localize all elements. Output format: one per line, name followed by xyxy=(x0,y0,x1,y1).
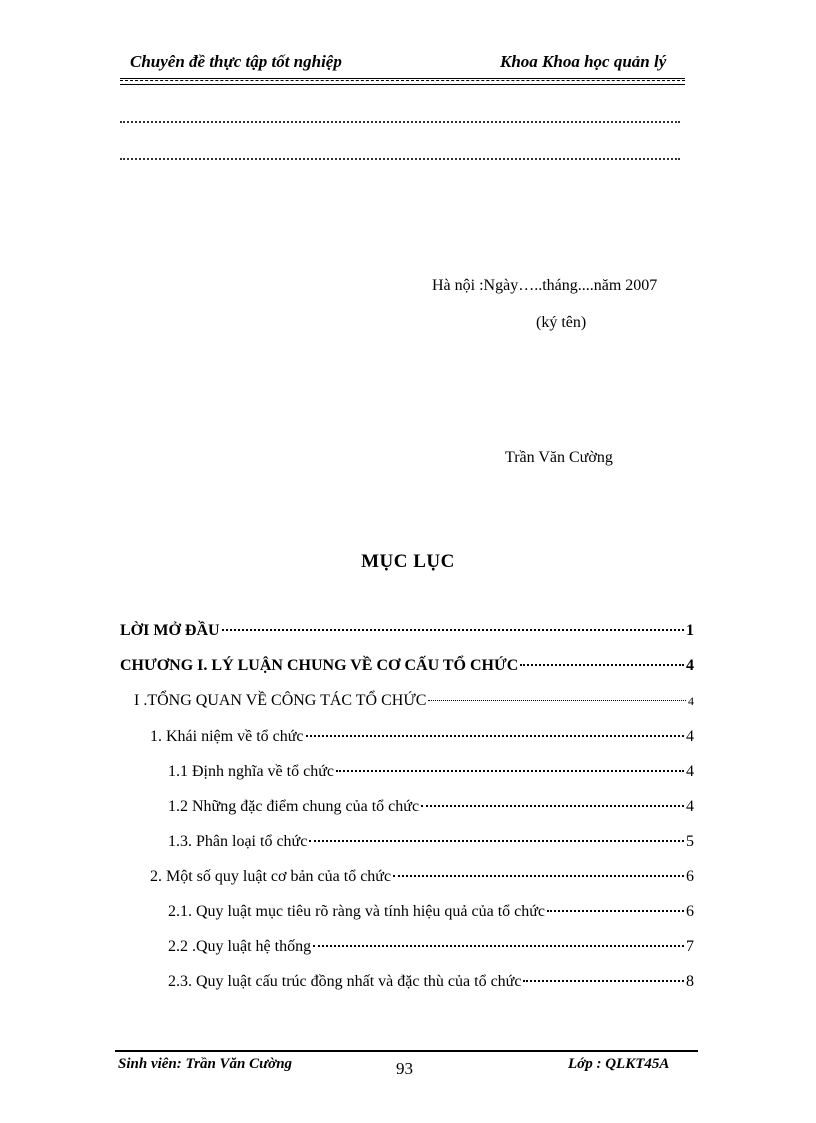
toc-leader xyxy=(222,629,684,631)
toc-entry-page: 1 xyxy=(686,622,694,639)
toc-entry-label: 1.1 Định nghĩa về tổ chức xyxy=(168,763,334,780)
toc-leader xyxy=(336,770,684,772)
toc-entry-1-2[interactable] xyxy=(168,798,694,816)
toc-entry-section-I[interactable] xyxy=(134,692,694,710)
toc-entry-label: 2.2 .Quy luật hệ thống xyxy=(168,938,312,955)
header-title-right: Khoa Khoa học quản lý xyxy=(500,52,667,71)
toc-entry-page: 4 xyxy=(686,798,694,815)
toc-entry-2-3[interactable] xyxy=(168,973,694,991)
toc-entry-label: 2.3. Quy luật cấu trúc đồng nhất và đặc thù của tổ chức xyxy=(168,973,522,990)
toc-leader xyxy=(309,840,684,842)
toc-entry-page: 6 xyxy=(686,903,694,920)
toc-entry-label: 2. Một số quy luật cơ bản của tổ chức xyxy=(150,868,392,885)
blank-dotted-line-2 xyxy=(120,158,680,160)
toc-entry-label: 1. Khái niệm về tổ chức xyxy=(150,728,304,745)
toc-entry-page: 5 xyxy=(686,833,694,850)
toc-entry-1-1[interactable] xyxy=(168,763,694,781)
footer-class: Lớp : QLKT45A xyxy=(568,1056,670,1072)
toc-entry-page: 4 xyxy=(688,694,694,708)
toc-leader xyxy=(428,700,686,701)
signature-name: Trần Văn Cường xyxy=(505,449,613,466)
toc-leader xyxy=(547,910,684,912)
signature-date: Hà nội :Ngày…..tháng....năm 2007 xyxy=(432,277,658,294)
toc-entry-1-3[interactable] xyxy=(168,833,694,851)
toc-entry-chapter-1[interactable] xyxy=(120,657,694,675)
toc-leader xyxy=(520,664,684,666)
toc-leader xyxy=(393,875,684,877)
toc-entry-label: 1.2 Những đặc điểm chung của tổ chức xyxy=(168,798,420,815)
toc-entry-page: 4 xyxy=(686,763,694,780)
toc-entry-intro[interactable] xyxy=(120,622,694,640)
toc-entry-page: 4 xyxy=(686,728,694,745)
header-title-left: Chuyên đề thực tập tốt nghiệp xyxy=(130,52,342,71)
toc-entry-2[interactable] xyxy=(150,868,694,886)
toc-entry-label: CHƯƠNG I. LÝ LUẬN CHUNG VỀ CƠ CẤU TỔ CHỨC xyxy=(120,657,519,674)
header-divider xyxy=(120,78,685,85)
footer-page-number: 93 xyxy=(396,1059,413,1078)
toc-leader xyxy=(523,980,684,982)
toc-entry-page: 8 xyxy=(686,973,694,990)
toc-leader xyxy=(421,805,684,807)
footer-divider xyxy=(115,1050,698,1052)
toc-entry-2-1[interactable] xyxy=(168,903,694,921)
toc-entry-page: 7 xyxy=(686,938,694,955)
toc-entry-2-2[interactable] xyxy=(168,938,694,956)
footer-student: Sinh viên: Trần Văn Cường xyxy=(118,1056,293,1072)
signature-note: (ký tên) xyxy=(536,314,587,331)
toc-leader xyxy=(306,735,684,737)
toc-entry-label: LỜI MỞ ĐẦU xyxy=(120,622,220,639)
toc-leader xyxy=(313,945,684,947)
toc-entry-page: 4 xyxy=(686,657,694,674)
toc-entry-1[interactable] xyxy=(150,728,694,746)
toc-entry-label: I .TỔNG QUAN VỀ CÔNG TÁC TỔ CHỨC xyxy=(134,692,427,709)
blank-dotted-line-1 xyxy=(120,121,680,123)
toc-entry-page: 6 xyxy=(686,868,694,885)
toc-entry-label: 1.3. Phân loại tổ chức xyxy=(168,833,308,850)
toc-entry-label: 2.1. Quy luật mục tiêu rõ ràng và tính hiệu quả của tổ chức xyxy=(168,903,546,920)
toc-title: MỤC LỤC xyxy=(361,551,455,572)
